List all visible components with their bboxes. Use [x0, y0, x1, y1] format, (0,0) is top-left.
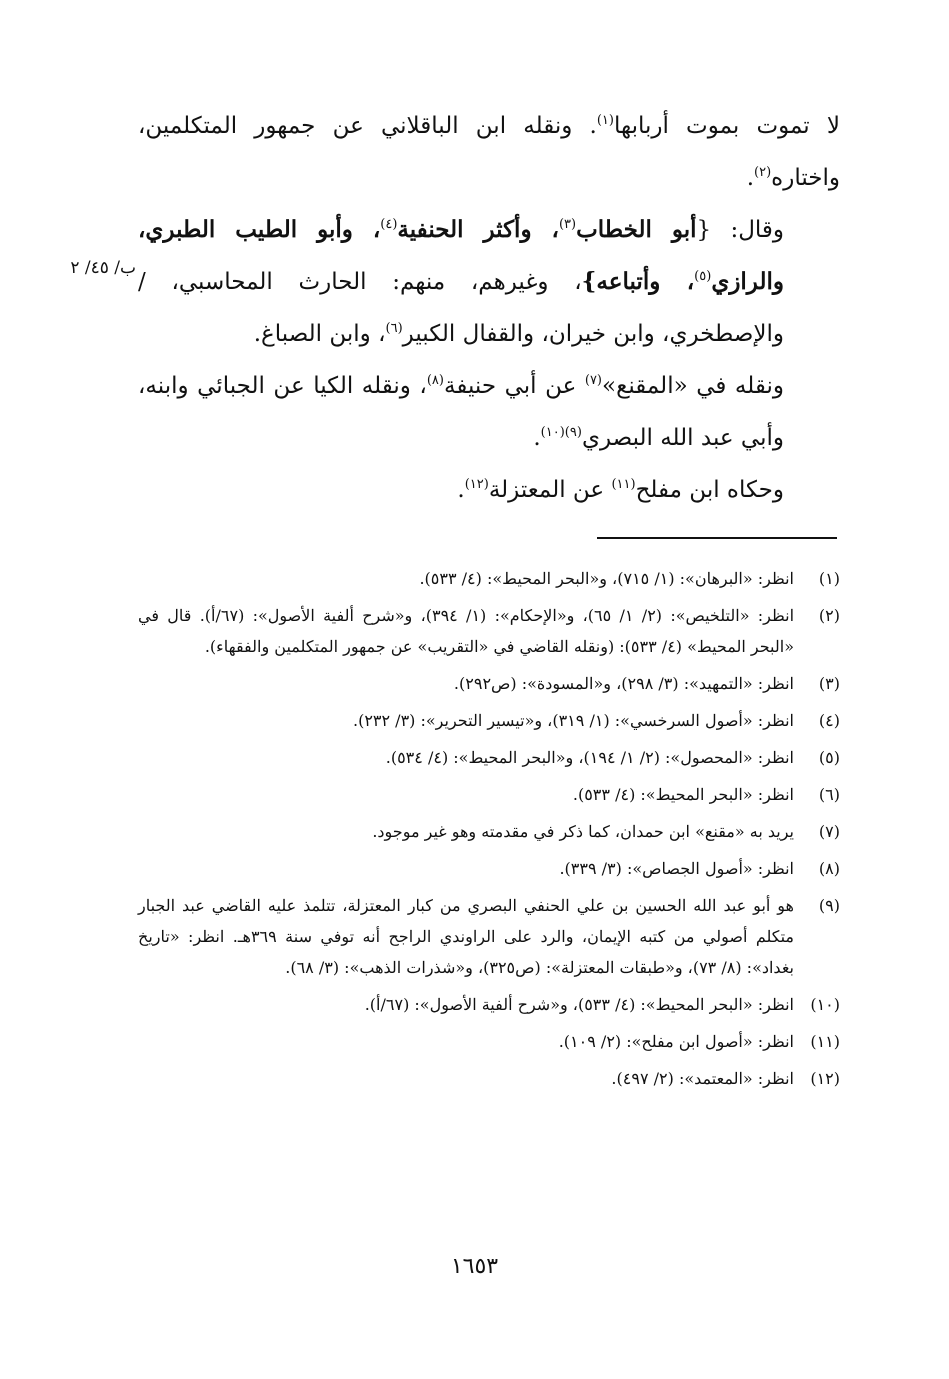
- footnote-item: [138, 668, 840, 699]
- footnote-number: (٩): [818, 896, 840, 915]
- footnote-ref-3[interactable]: (٣): [558, 217, 577, 232]
- footnote-text: انظر: «أصول السرخسي»: (١/ ٣١٩)، و«تيسير التحرير»: (٣/ ٢٣٢).: [352, 711, 794, 730]
- footnote-text: انظر: «التلخيص»: (٢/ ١/ ٦٥)، و«الإحكام»: (١/ ٣٩٤)، و«شرح ألفية الأصول»: (٦٧/أ). قال في «البحر المحيط» (٤/ ٥٣٣): (ونقله القاضي في «التقريب» عن جمهور المتكلمين والفقهاء).: [138, 606, 795, 656]
- paragraph-1: [138, 100, 840, 204]
- footnote-number: (٣): [818, 674, 840, 693]
- footnote-number: (١): [818, 569, 840, 588]
- footnote-number: (٥): [818, 748, 840, 767]
- footnote-ref-7[interactable]: (٧): [584, 373, 602, 388]
- text-run: وقال: {: [696, 217, 785, 243]
- footnote-item: [138, 1063, 840, 1094]
- footnote-item: [138, 853, 840, 884]
- footnote-ref-11[interactable]: (١١): [611, 477, 636, 492]
- footnote-item: [138, 742, 840, 773]
- footnote-text: هو أبو عبد الله الحسين بن علي الحنفي البصري من كبار المعتزلة، تتلمذ عليه القاضي عبد الجبار متكلم أصولي من كتبه الإيمان، والرد على الراوندي الراجح أنه توفي سنة ٣٦٩هـ. انظر: «تاريخ بغداد»: (٨/ ٧٣)، و«طبقات المعتزلة»: (ص٣٢٥)، و«شذرات الذهب»: (٣/ ٦٨).: [138, 896, 795, 977]
- footnote-number: (٤): [818, 711, 840, 730]
- bold-text: ، وأتباعه}: [581, 268, 695, 295]
- text-run: لا تموت بموت أربابها: [613, 113, 840, 139]
- footnote-text: انظر: «أصول ابن مفلح»: (٢/ ١٠٩).: [558, 1032, 794, 1051]
- footnote-item: [138, 1026, 840, 1057]
- footnote-ref-12[interactable]: (١٢): [464, 477, 489, 492]
- footnote-item: [138, 816, 840, 847]
- footnotes: [138, 563, 840, 1100]
- footnote-item: [138, 779, 840, 810]
- footnote-ref-8[interactable]: (٨): [426, 373, 444, 388]
- paragraph-4: [138, 464, 840, 516]
- footnote-text: انظر: «البرهان»: (١/ ٧١٥)، و«البحر المحيط»: (٤/ ٥٣٣).: [419, 569, 794, 588]
- footnote-item: [138, 600, 840, 662]
- footnote-ref-10[interactable]: (١٠): [540, 425, 565, 440]
- footnote-number: (٦): [818, 785, 840, 804]
- bold-text: ، وأكثر الحنفية: [397, 216, 559, 243]
- page-number: ١٦٥٣: [450, 1254, 499, 1279]
- text-run: عن أبي حنيفة: [443, 373, 585, 399]
- text-run: ، ونقله الكيا عن الجبائي وابنه، وأبي عبد الله البصري: [138, 373, 784, 451]
- footnote-text: يريد به «مقنع» ابن حمدان، كما ذكر في مقدمته وهو غير موجود.: [372, 822, 794, 841]
- footnote-text: انظر: «البحر المحيط»: (٤/ ٥٣٣)، و«شرح ألفية الأصول»: (٦٧/أ).: [364, 995, 794, 1014]
- text-run: .: [457, 477, 465, 503]
- footnote-text: انظر: «أصول الجصاص»: (٣/ ٣٣٩).: [559, 859, 794, 878]
- footnote-item: [138, 705, 840, 736]
- text-run: .: [533, 425, 541, 451]
- footnote-ref-1[interactable]: (١): [596, 113, 614, 128]
- text-run: ، وغيرهم، منهم: الحارث المحاسبي، / والإصطخري، وابن خيران، والقفال الكبير: [138, 269, 784, 347]
- bold-text: أبو الخطاب: [576, 216, 697, 243]
- footnote-item: [138, 890, 840, 983]
- text-run: عن المعتزلة: [488, 477, 612, 503]
- footnote-number: (١٢): [810, 1069, 840, 1088]
- bold-text: ، وأبو الطيب الطبري، والرازي: [138, 216, 785, 295]
- text-run: ونقله في «المقنع»: [602, 373, 784, 399]
- footnote-number: (٧): [818, 822, 840, 841]
- footnote-ref-4[interactable]: (٤): [380, 217, 398, 232]
- footnote-number: (١٠): [810, 995, 840, 1014]
- paragraph-3: [138, 360, 840, 464]
- paragraph-2: [138, 204, 840, 360]
- footnote-number: (١١): [810, 1032, 840, 1051]
- footnote-number: (٢): [818, 606, 840, 625]
- footnote-ref-5[interactable]: (٥): [694, 269, 712, 284]
- footnote-ref-2[interactable]: (٢): [754, 165, 772, 180]
- footnote-number: (٨): [818, 859, 840, 878]
- footnote-text: انظر: «التمهيد»: (٣/ ٢٩٨)، و«المسودة»: (ص٢٩٢).: [453, 674, 794, 693]
- marginal-folio-note: ب/ ٤٥/ ٢: [70, 258, 136, 278]
- footnote-text: انظر: «المعتمد»: (٢/ ٤٩٧).: [611, 1069, 794, 1088]
- text-run: . ونقله ابن الباقلاني عن جمهور المتكلمين، واختاره: [138, 113, 840, 191]
- footnote-text: انظر: «البحر المحيط»: (٤/ ٥٣٣).: [572, 785, 794, 804]
- footnote-item: [138, 563, 840, 594]
- footnote-item: [138, 989, 840, 1020]
- text-run: وحكاه ابن مفلح: [635, 477, 784, 503]
- main-text: [138, 100, 840, 516]
- text-run: ، وابن الصباغ.: [253, 321, 386, 347]
- footnote-ref-6[interactable]: (٦): [385, 321, 403, 336]
- footnote-divider: [597, 537, 837, 539]
- footnote-ref-9[interactable]: (٩): [564, 425, 582, 440]
- text-run: .: [746, 165, 755, 191]
- footnote-text: انظر: «المحصول»: (٢/ ١/ ١٩٤)، و«البحر المحيط»: (٤/ ٥٣٤).: [385, 748, 794, 767]
